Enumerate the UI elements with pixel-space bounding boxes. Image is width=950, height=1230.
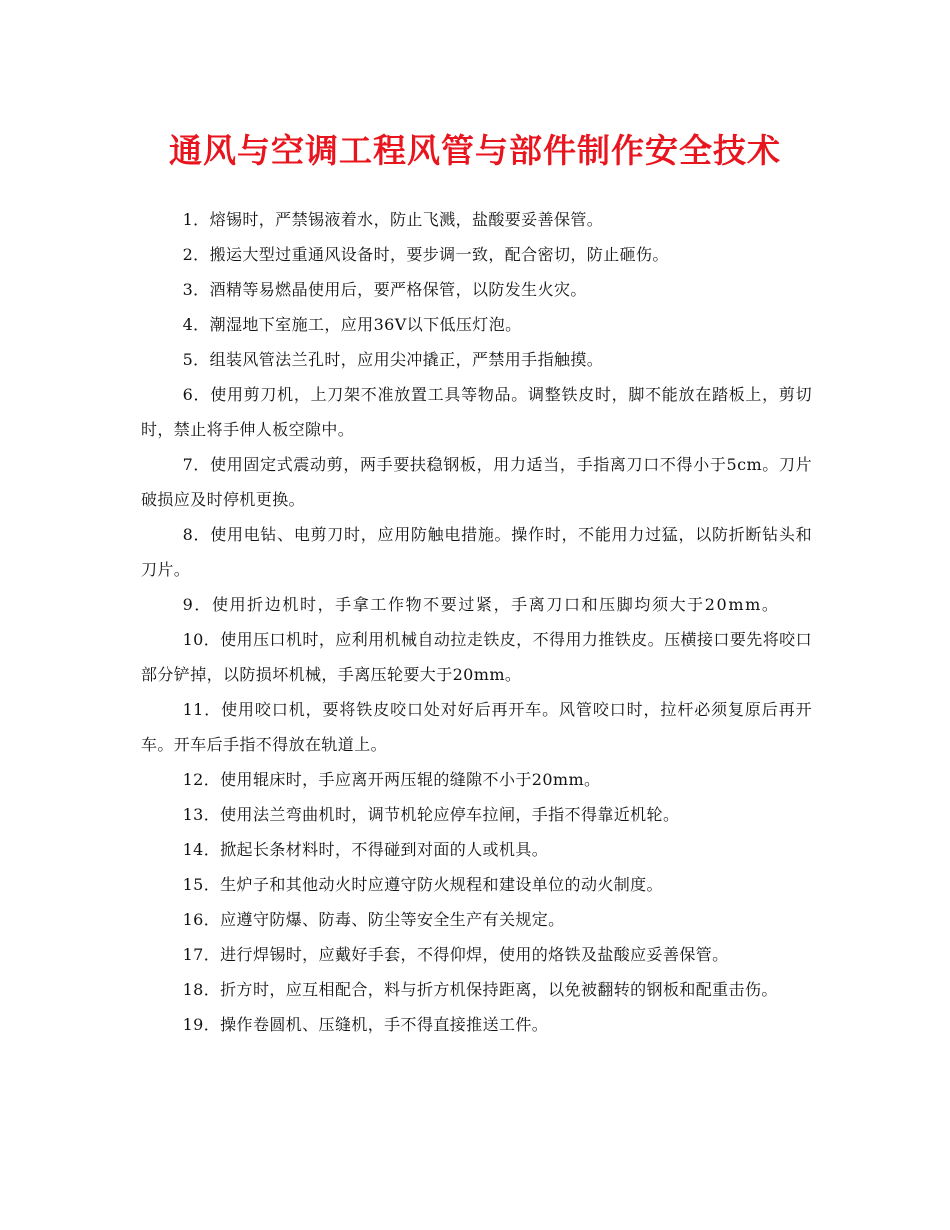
safety-rule-13: 13．使用法兰弯曲机时，调节机轮应停车拉闸，手指不得靠近机轮。 [182,805,680,824]
safety-rule-18: 18．折方时，应互相配合，料与折方机保持距离，以免被翻转的钢板和配重击伤。 [182,980,778,999]
document-title: 通风与空调工程风管与部件制作安全技术 [169,131,781,170]
safety-rule-5: 5．组装风管法兰孔时，应用尖冲撬正，严禁用手指触摸。 [182,350,604,369]
safety-rule-8: 8．使用电钻、电剪刀时，应用防触电措施。操作时，不能用力过猛，以防折断钻头和刀片。 [141,525,812,579]
safety-rule-3: 3．酒精等易燃晶使用后，要严格保管，以防发生火灾。 [182,280,587,299]
safety-rule-16: 16．应遵守防爆、防毒、防尘等安全生产有关规定。 [182,910,565,929]
safety-rule-7: 7．使用固定式震动剪，两手要扶稳钢板，用力适当，手指离刀口不得小于5cm。刀片破损应及时停机更换。 [141,455,812,509]
safety-rule-15: 15．生炉子和其他动火时应遵守防火规程和建设单位的动火制度。 [182,875,663,894]
safety-rule-6: 6．使用剪刀机，上刀架不准放置工具等物品。调整铁皮时，脚不能放在踏板上，剪切时，禁止将手伸人板空隙中。 [141,385,812,439]
safety-rule-12: 12．使用辊床时，手应离开两压辊的缝隙不小于20mm。 [182,770,601,789]
document-body [141,202,812,1042]
safety-rule-19: 19．操作卷圆机、压缝机，手不得直接推送工件。 [182,1015,549,1034]
safety-rule-1: 1．熔锡时，严禁锡液着水，防止飞溅，盐酸要妥善保管。 [182,210,604,229]
safety-rule-9: 9．使用折边机时，手拿工作物不要过紧，手离刀口和压脚均须大于20mm。 [182,595,780,614]
safety-rule-2: 2．搬运大型过重通风设备时，要步调一致，配合密切，防止砸伤。 [182,245,669,264]
safety-rule-10: 10．使用压口机时，应利用机械自动拉走铁皮，不得用力推铁皮。压横接口要先将咬口部分铲掉，以防损坏机械，手离压轮要大于20mm。 [141,630,812,684]
safety-rule-17: 17．进行焊锡时，应戴好手套，不得仰焊，使用的烙铁及盐酸应妥善保管。 [182,945,729,964]
safety-rule-14: 14．掀起长条材料时，不得碰到对面的人或机具。 [182,840,549,859]
safety-rule-11: 11．使用咬口机，要将铁皮咬口处对好后再开车。风管咬口时，拉杆必须复原后再开车。开车后手指不得放在轨道上。 [141,700,812,754]
safety-rule-4: 4．潮湿地下室施工，应用36V以下低压灯泡。 [182,315,522,334]
